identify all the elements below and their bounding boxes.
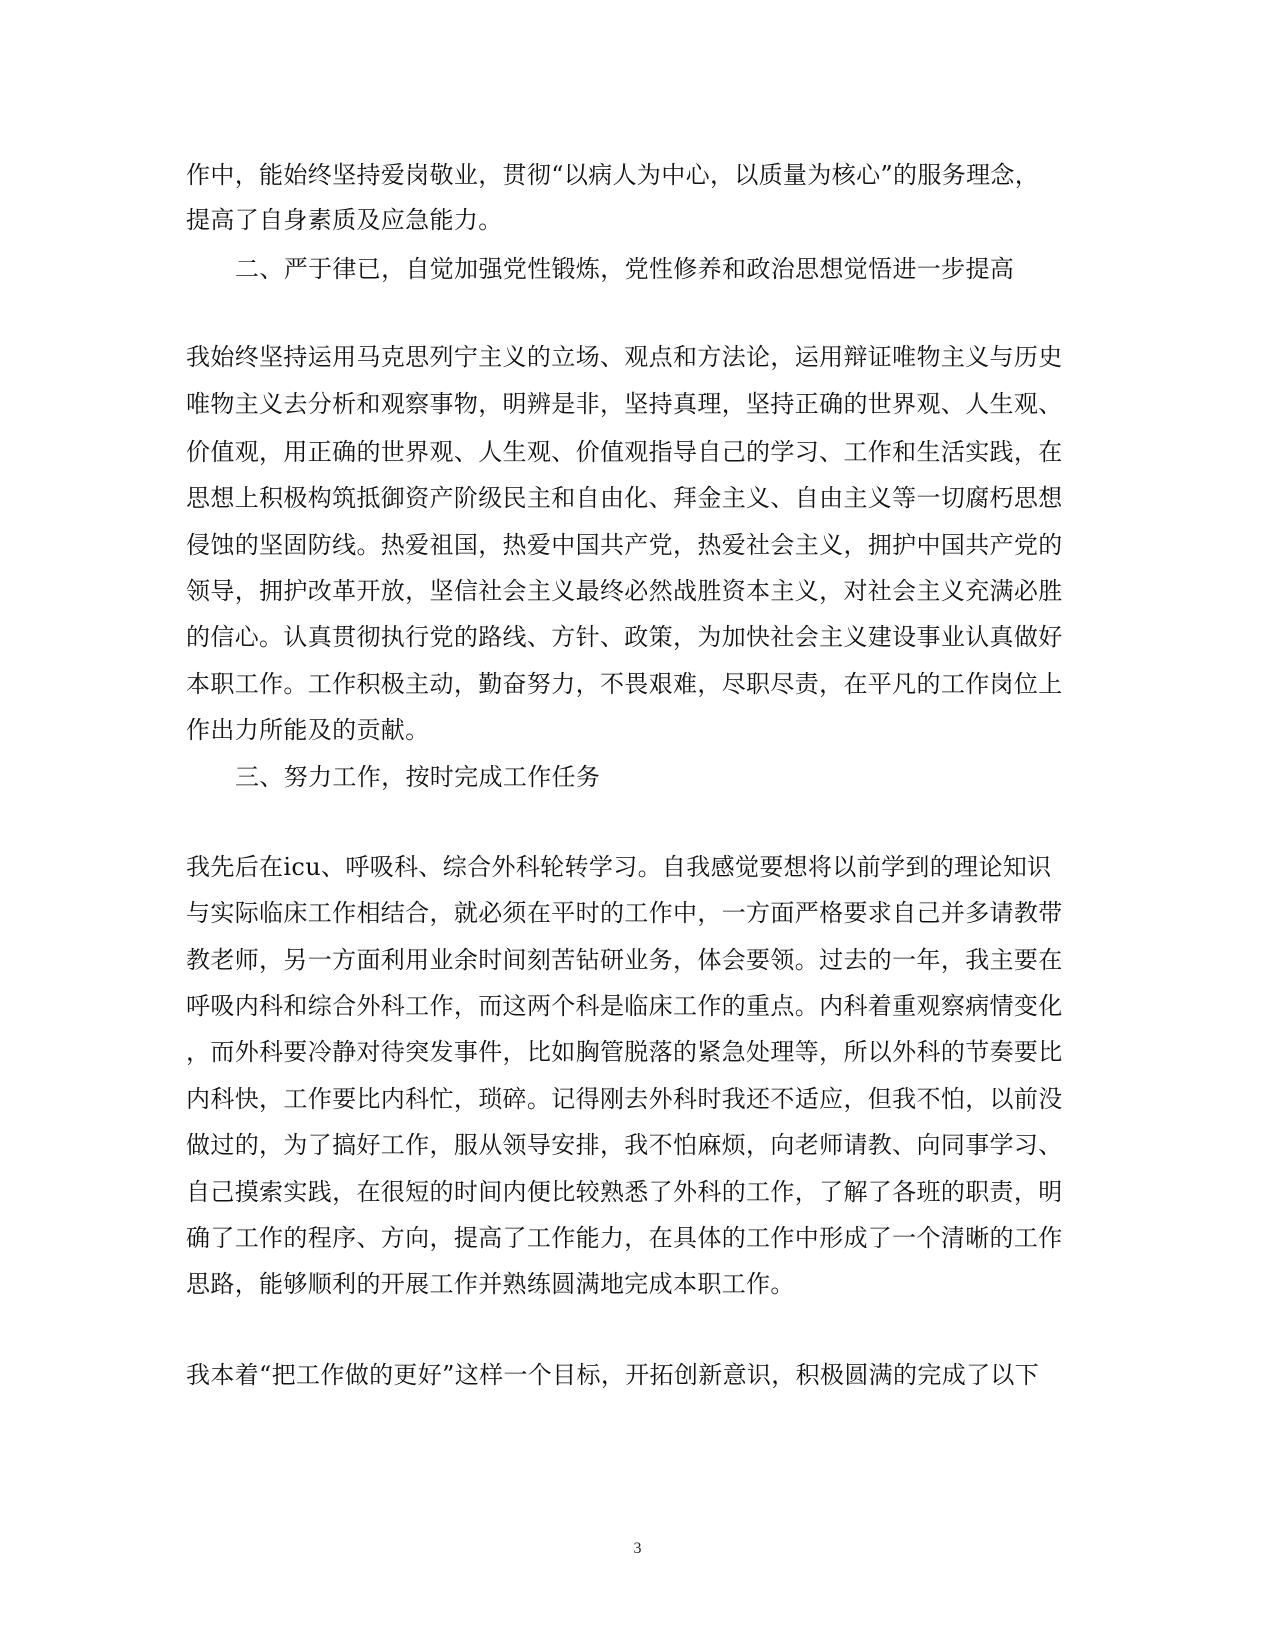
- text-line: 领导，拥护改革开放，坚信社会主义最终必然战胜资本主义，对社会主义充满必胜: [186, 577, 1063, 605]
- text-line: 侵蚀的坚固防线。热爱祖国，热爱中国共产党，热爱社会主义，拥护中国共产党的: [186, 531, 1063, 559]
- text-line: 提高了自身素质及应急能力。: [186, 206, 503, 234]
- text-line: 教老师，另一方面利用业余时间刻苦钻研业务，体会要领。过去的一年，我主要在: [186, 946, 1063, 974]
- text-line: 思想上积极构筑抵御资产阶级民主和自由化、拜金主义、自由主义等一切腐朽思想: [186, 484, 1063, 512]
- text-line: 与实际临床工作相结合，就必须在平时的工作中，一方面严格要求自己并多请教带: [186, 899, 1063, 927]
- text-line: 内科快，工作要比内科忙，琐碎。记得刚去外科时我还不适应，但我不怕，以前没: [186, 1085, 1063, 1113]
- text-line: 做过的，为了搞好工作，服从领导安排，我不怕麻烦，向老师请教、向同事学习、: [186, 1131, 1063, 1159]
- text-line: 我始终坚持运用马克思列宁主义的立场、观点和方法论，运用辩证唯物主义与历史: [186, 343, 1063, 371]
- text-line: 呼吸内科和综合外科工作，而这两个科是临床工作的重点。内科着重观察病情变化: [186, 992, 1063, 1020]
- section-heading: 三、努力工作，按时完成工作任务: [235, 763, 601, 791]
- text-line: 价值观，用正确的世界观、人生观、价值观指导自己的学习、工作和生活实践，在: [186, 438, 1063, 466]
- text-line: 的信心。认真贯彻执行党的路线、方针、政策，为加快社会主义建设事业认真做好: [186, 623, 1063, 651]
- text-line: 作出力所能及的贡献。: [186, 716, 430, 744]
- text-line: 唯物主义去分析和观察事物，明辨是非，坚持真理，坚持正确的世界观、人生观、: [186, 390, 1063, 418]
- text-line: ，而外科要冷静对待突发事件，比如胸管脱落的紧急处理等，所以外科的节奏要比: [186, 1038, 1063, 1066]
- section-heading: 二、严于律已，自觉加强党性锻炼，党性修养和政治思想觉悟进一步提高: [235, 255, 1015, 283]
- text-line: 我先后在icu、呼吸科、综合外科轮转学习。自我感觉要想将以前学到的理论知识: [186, 853, 1052, 881]
- text-line: 自己摸索实践，在很短的时间内便比较熟悉了外科的工作，了解了各班的职责，明: [186, 1178, 1063, 1206]
- text-line: 本职工作。工作积极主动，勤奋努力，不畏艰难，尽职尽责，在平凡的工作岗位上: [186, 670, 1063, 698]
- text-line: 思路，能够顺利的开展工作并熟练圆满地完成本职工作。: [186, 1270, 795, 1298]
- page-number: 3: [633, 1540, 642, 1557]
- text-line: 确了工作的程序、方向，提高了工作能力，在具体的工作中形成了一个清晰的工作: [186, 1224, 1063, 1252]
- text-line: 我本着“把工作做的更好”这样一个目标，开拓创新意识，积极圆满的完成了以下: [186, 1361, 1040, 1389]
- text-line: 作中，能始终坚持爱岗敬业，贯彻“以病人为中心，以质量为核心”的服务理念，: [186, 161, 1040, 189]
